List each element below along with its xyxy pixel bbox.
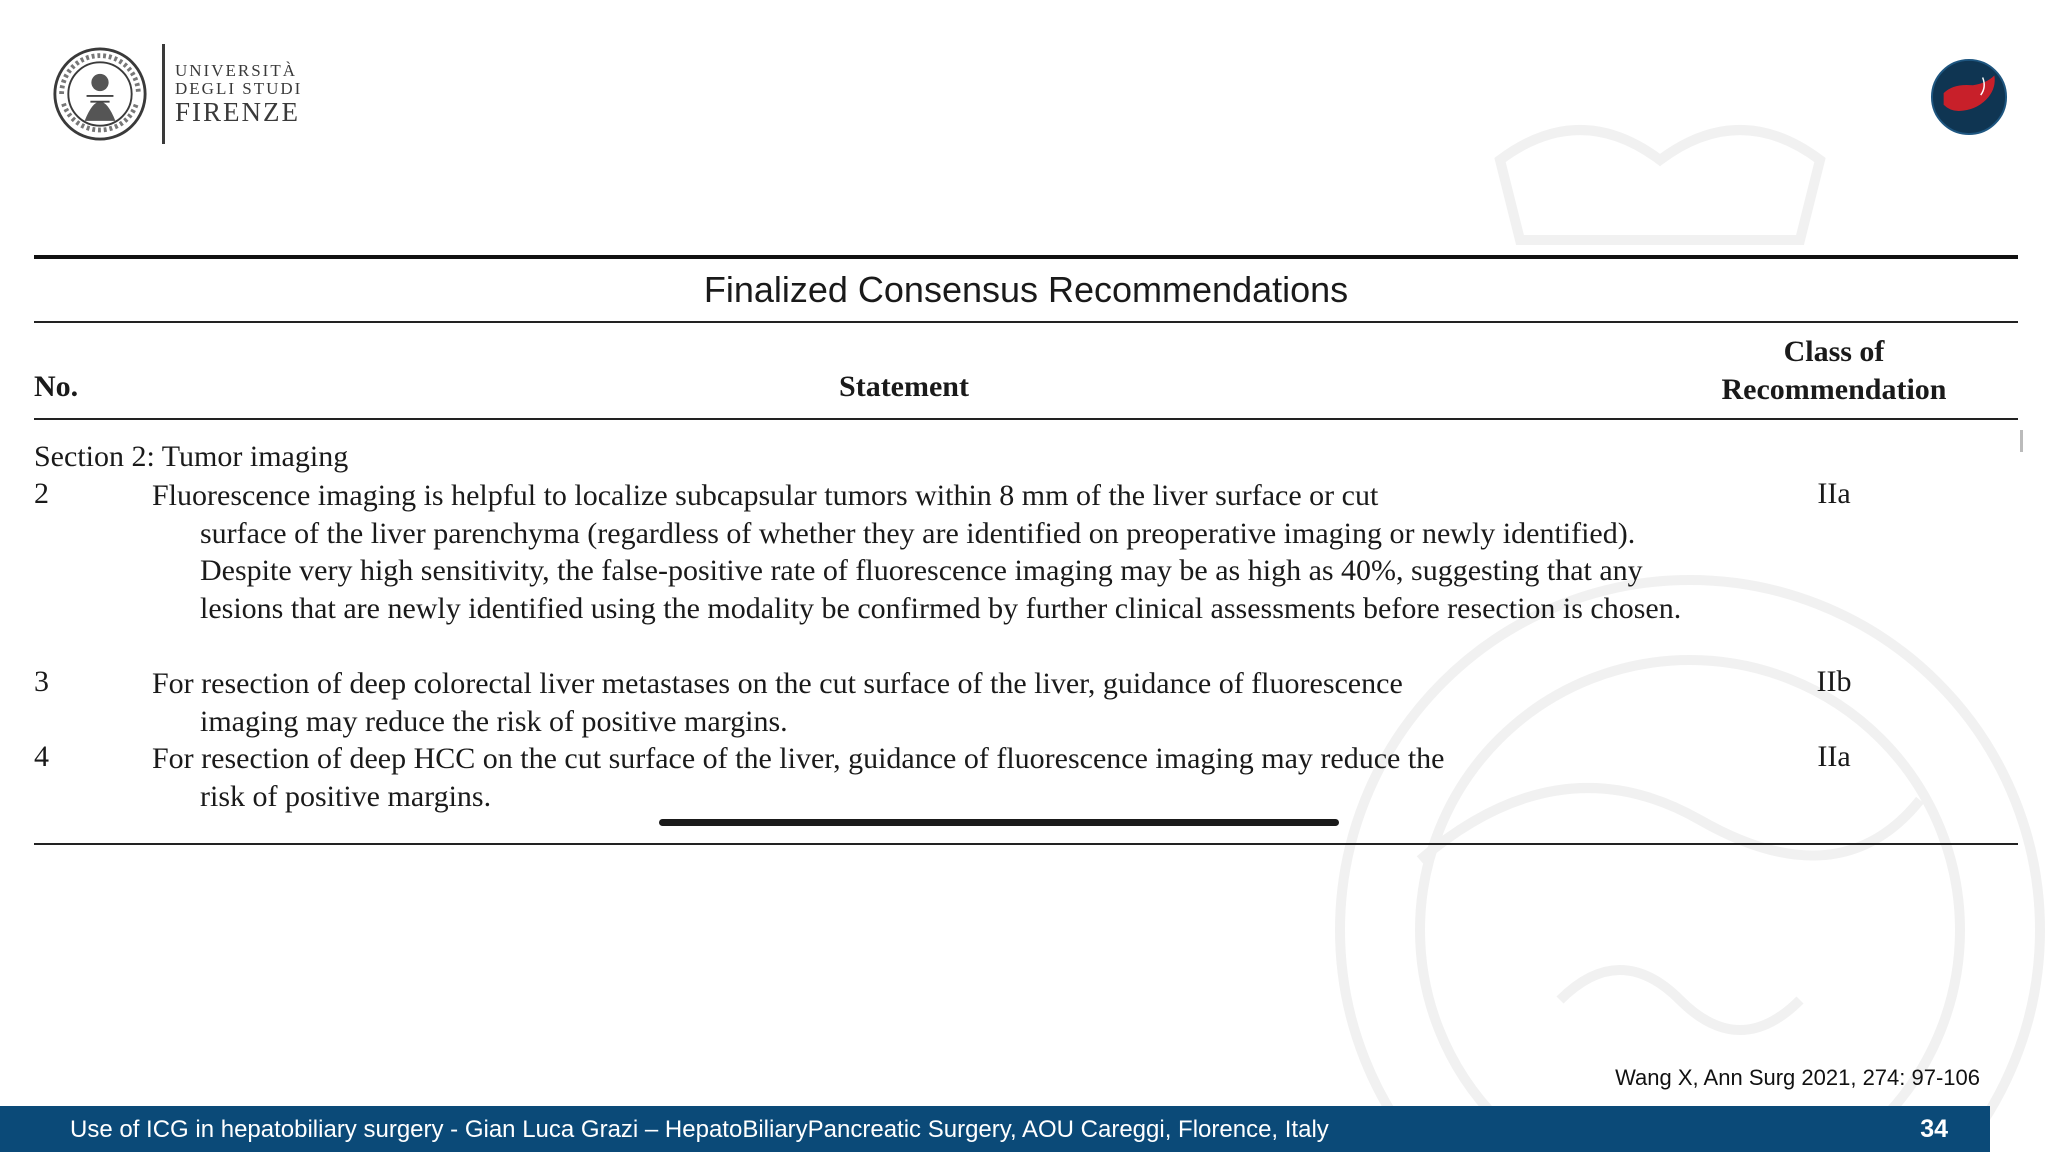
liver-badge-icon — [1930, 58, 2008, 136]
scroll-mark — [2020, 430, 2023, 452]
statement-first-line: Fluorescence imaging is helpful to localize subcapsular tumors within 8 mm of the liver surface or cut — [152, 479, 1379, 512]
table-title: Finalized Consensus Recommendations — [703, 269, 1349, 310]
university-seal-icon — [52, 46, 148, 142]
statement-first-line: For resection of deep colorectal liver metastases on the cut surface of the liver, guidance of fluorescence — [152, 667, 1403, 700]
header-class — [1684, 333, 1984, 409]
logo-divider — [162, 44, 165, 144]
footer-bar — [0, 1106, 1990, 1152]
header-class-line-2: Recommendation — [1721, 373, 1947, 406]
header-no: No. — [34, 370, 79, 403]
row-statement — [152, 477, 1692, 627]
header-rule — [34, 418, 2018, 420]
row-number: 3 — [34, 665, 49, 698]
title-rule — [34, 321, 2018, 323]
row-class: IIa — [1817, 740, 1851, 773]
page-number: 34 — [1920, 1115, 1948, 1143]
row-number: 4 — [34, 740, 49, 773]
footer-text: Use of ICG in hepatobiliary surgery - Gian Luca Grazi – HepatoBiliaryPancreatic Surgery, AOU Careggi, Florence, Italy — [70, 1116, 1329, 1143]
statement-continuation: risk of positive margins. — [200, 779, 492, 813]
table-top-rule — [34, 255, 2018, 259]
header-statement: Statement — [839, 370, 969, 403]
row-number: 2 — [34, 477, 49, 510]
citation: Wang X, Ann Surg 2021, 274: 97-106 — [1615, 1065, 1980, 1090]
university-logo — [52, 42, 302, 146]
table-bottom-rule — [34, 843, 2018, 845]
recommendations-table — [34, 255, 2018, 850]
section-label: Section 2: Tumor imaging — [34, 440, 349, 473]
highlight-underline — [659, 819, 1339, 826]
university-line-1: UNIVERSITÀ — [175, 60, 297, 80]
row-statement — [152, 665, 1692, 740]
row-class: IIa — [1817, 477, 1851, 510]
university-line-2: DEGLI STUDI — [175, 78, 303, 98]
statement-continuation: imaging may reduce the risk of positive margins. — [200, 704, 788, 738]
university-name — [175, 62, 302, 126]
row-statement — [152, 740, 1692, 815]
row-class: IIb — [1816, 665, 1852, 698]
university-line-3: FIRENZE — [175, 96, 300, 127]
statement-continuation: surface of the liver parenchyma (regardless of whether they are identified on preoperative imaging or newly identified). Despite very high sensitivity, the false-positive rate of fluorescence imaging may be as high as 40%, suggesting that any lesions that are newly identified using the modality be confirmed by further clinical assessments before resection is chosen. — [200, 516, 1682, 625]
statement-first-line: For resection of deep HCC on the cut surface of the liver, guidance of fluorescence imaging may reduce the — [152, 742, 1445, 775]
header-class-line-1: Class of — [1783, 335, 1885, 368]
